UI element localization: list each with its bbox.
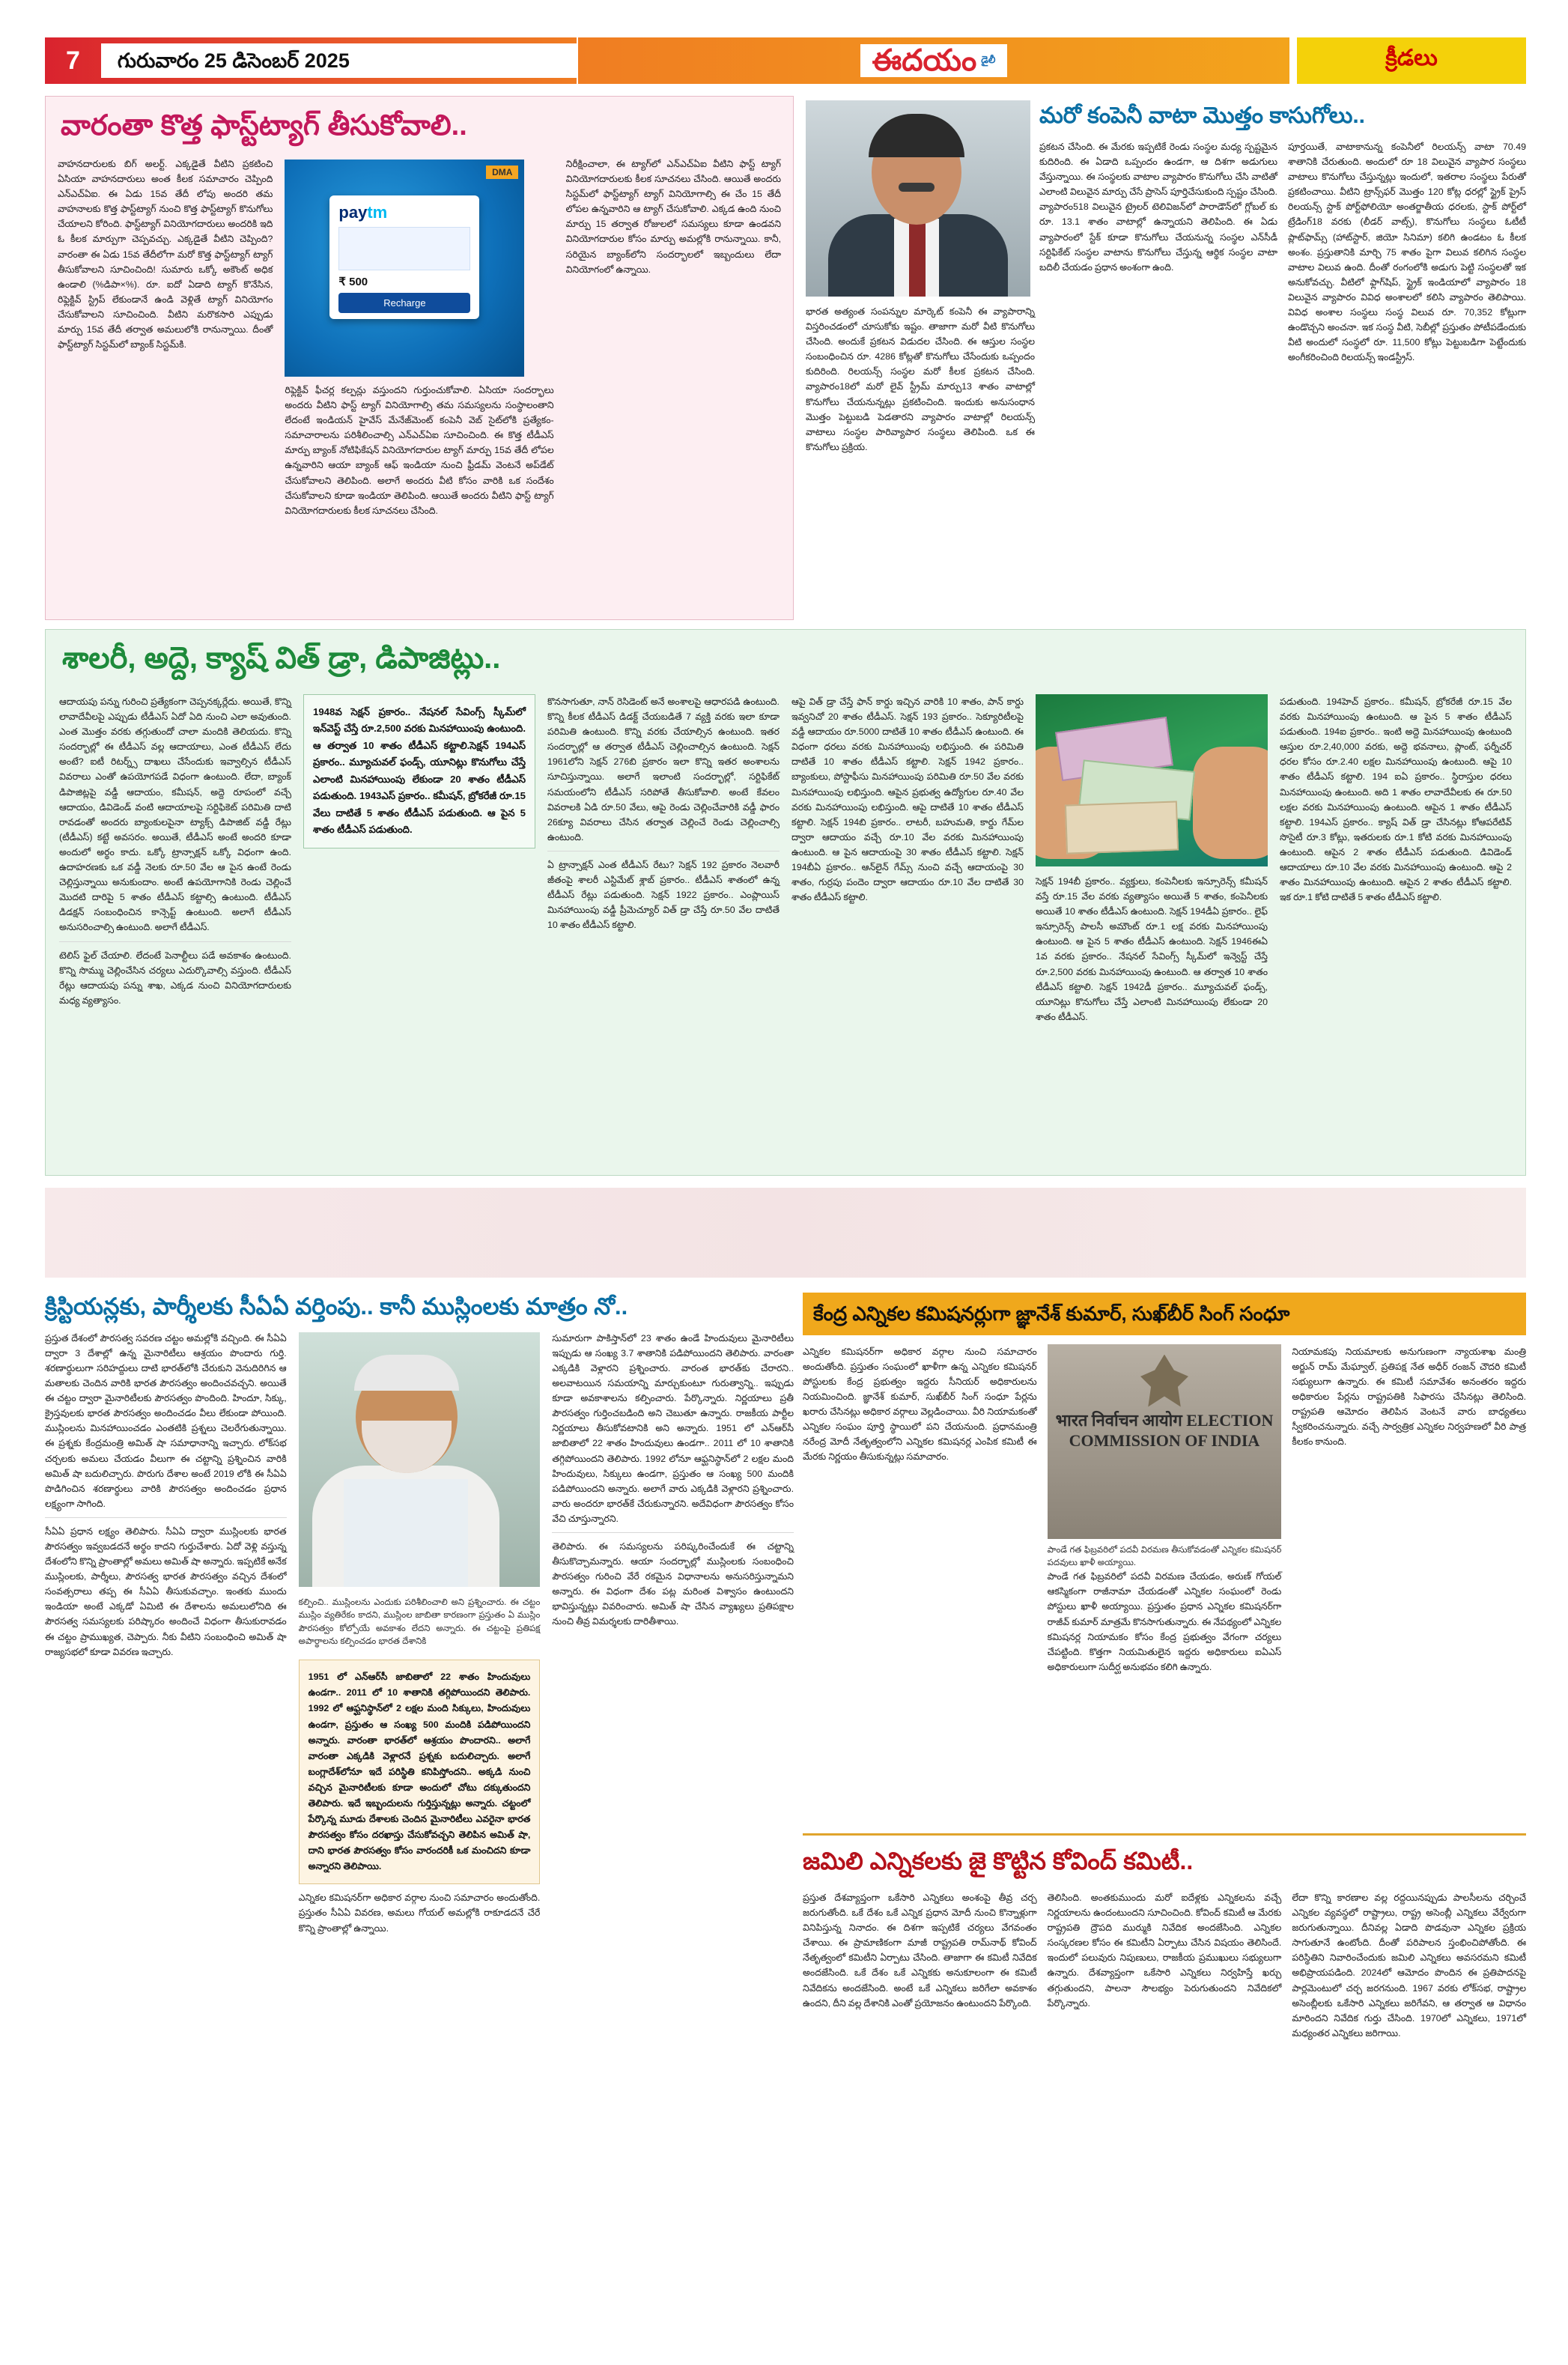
photo-hair: [354, 1355, 459, 1391]
caa-photo-caption: కల్పించి.. ముస్లింలను ఎందుకు పరిశీలించాలి అని ప్రశ్నించారు. ఈ చట్టం ముస్లిం వ్యతిరేకం కాదని, ముస్లింల జాబితా కారణంగా ప్రస్తుతం ఏ ముస్లిం పౌరసత్వం కోల్పోయే అవకాశం లేదని అన్నారు. ఈ చట్టంపై ప్రతిపక్ష అపార్థాలను కల్పించడం భారత దేశానికి: [298, 1597, 541, 1646]
caa-callout-box: 1951 లో ఎన్‌ఆర్‌సీ జాబితాలో 22 శాతం హిందువులు ఉండగా.. 2011 లో 10 శాతానికి తగ్గిపోయిందని తెలిపారు. 1992 లో ఆఫ్ఘనిస్థాన్‌లో 2 లక్షల మంది సిక్కులు, హిందువులు ఉండగా, ప్రస్తుతం ఆ సంఖ్య 500 మందికి పడిపోయిందని అన్నారు. వారంతా భారత్‌లో ఆశ్రయం పొందారని.. అలాగే వారంతా ఎక్కడికి వెళ్లారనే ప్రశ్నకు బదులిచ్చారు. అలాగే బంగ్లాదేశ్‌లోనూ ఇదే పరిస్థితి కనిపిస్తోందని.. అక్కడి నుంచి వచ్చిన మైనారిటీలకు కూడా అందులో చోటు దక్కుతుందని తెలిపారు. ఇదే ఇబ్బందులను గుర్తిస్తున్నట్లు అన్నారు. చట్టంలో పేర్కొన్న మూడు దేశాలకు చెందిన మైనారిటీలు ఎవరైనా భారత పౌరసత్వం కోసం దరఖాస్తు చేసుకోవచ్చని తెలిపిన అమిత్ షా, దాని భారత పౌరసత్వం కోసం వారందరికీ ఒక మంచిదని కూడా అన్నారని తెలిపాయి.: [299, 1660, 541, 1884]
salary-para-1: ఆదాయపు పన్ను గురించి ప్రత్యేకంగా చెప్పనక్కర్లేదు. అయితే, కొన్ని లావాదేవీలపై ఎప్పుడు టీడీఎస్ ఏదో ఏది నుంచి ఎలా అవుతుంది. ఎంత మొత్తం వరకు తగ్గుతుందో చాలా మందికి తెలియదు. కొన్ని సందర్భాల్లో ఈ టీడీఎస్ వల్ల ఆదాయాలు, ఎంత టీడీఎస్ లేదు అంటే? ఐటీ రిటర్న్స్ దాఖలు చేసేందుకు ఇవ్వాల్సిన టీడీఎస్ వివరాలు ఎంతో ఉపయోగపడే విధంగా ఉంటుంది. లేదా, బ్యాంక్ డిపాజిట్లపై వడ్డీ ఆదాయం, కమీషన్, అద్దె రూపంలో వచ్చే ఆదాయం, డివిడెండ్ వంటి ఆదాయాలపై సర్టిఫికెట్ పరిమితి దాటి రావడంతో అందరు బ్యాంకులపైనా ట్యాక్స్ డిపాజిట్ వడ్డీ రేట్లు (టీడీఎస్) కట్టే అవసరం. అయితే, టీడీఎస్ అంటే అందరి కూడా అందులో అర్థం కాదు. ఒక్కో ట్రాన్సాక్షన్ ఒక్కో విధంగా ఉంది. ఉదాహరణకు ఒక వడ్డీ నెలకు రూ.50 వేల ఆ పైన ఉంటే రెండు చెల్లిస్తున్నాయి అనుకుందాం. అంటే ఉపయోగానికి రెండు చెల్లించే మొదటి దారిపై 5 శాతం టీడీఎస్ కట్టాల్సి ఉంటుంది. టీడీఎస్ డిడక్షన్ సంబంధించిన కాన్సెప్ట్ ఉంటుంది. అలాగే టీడీఎస్ అనుసరించాల్సి ఉంటుంది. అలాగే టీడీఎస్.: [59, 696, 291, 933]
article-election-commission: [803, 1293, 1526, 1817]
page-number: 7: [66, 46, 80, 75]
photo-tie: [909, 223, 926, 297]
article-jamili-elections: [803, 1833, 1526, 2334]
salary-para-4: సెక్షన్ 194బీ ప్రకారం.. వ్యక్తులు, కంపెనీలకు ఇన్సూరెన్స్ కమీషన్ వస్తే రూ.15 వేల వరకు వ్యత్యాసం అయితే 5 శాతం, కంపెనీలకు అయితే 10 శాతం టీడీఎస్ ఉంటుంది. సెక్షన్ 194డీఏ ప్రకారం.. లైఫ్ ఇన్సూరెన్స్ పాలసీ అమౌంట్ రూ.1 లక్ష వరకు మినహాయింపు ఉంటుంది. ఆ పైన 5 శాతం టీడీఎస్ ఉంటుంది. సెక్షన్ 1946ఈఏ 1వ వరకు ప్రకారం.. నేషనల్ సేవింగ్స్ స్కీమ్‌లో ఇన్వెస్ట్ చేస్తే రూ.2,500 వరకు మినహాయింపు ఉంటుంది. ఆ తర్వాత 10 శాతం టీడీఎస్ కట్టాలి. సెక్షన్ 1942డీ ప్రకారం.. మ్యూచువల్ ఫండ్స్, యూనిట్లు కొనుగోలు చేస్తే ఎలాంటి మినహాయింపు లేకుండా 20 శాతం టీడీఎస్.: [1036, 876, 1268, 1022]
article-fastag: [45, 96, 794, 620]
masthead-center: [578, 37, 1289, 84]
caa-headline: క్రిస్టియన్లకు, పార్శీలకు సీఏఏ వర్తింపు.. కానీ ముస్లింలకు మాత్రం నో..: [45, 1293, 628, 1320]
section-label: క్రీడలు: [1385, 45, 1438, 70]
logo-text: ఈదయం: [872, 44, 977, 77]
national-emblem-icon: [1140, 1355, 1188, 1407]
photo-hair: [869, 114, 964, 157]
article-caa: [45, 1293, 794, 2334]
ambani-para-1: భారత అత్యంత సంపన్నుల మార్కెట్ కంపెనీ ఈ వ్యాపారాన్ని విస్తరించడంలో చూసుకోకు ఇష్టం. తాజాగా మరో వీటి కొనుగోలు చేసింది. అందుకే ప్రకటన విడుదల చేసింది. ఈ ఆస్తుల సంస్థల సంబంధించిన రూ. 4286 కోట్లతో కొనుగోలు చేసేందుకు ఒప్పందం కుదిరింది. రిలయన్స్ సంస్థల మరో కీలక ప్రకటన చేసింది. వ్యాపారం18లో మరో లైవ్ స్ట్రీమ్ మార్పు13 శాతం వాటాల్లో కొనుగోలు చేయనున్నట్లు ప్రకటించింది. ఇందుకు అనుసంధాన మొత్తం పెట్టుబడి పెడతారని వ్యాపారం వాటాల్లో రిలయన్స్ వాటాలు సంస్థల పారివ్యాపార సంస్థలు తెలిపింది. ఒక ఈ కొనుగోలు ప్రక్రియ.: [806, 306, 1035, 452]
fastag-paytm-photo: [285, 160, 524, 377]
photo-credit-tag: DMA: [486, 166, 518, 179]
fastag-para-1: వాహనదారులకు బిగ్ అలర్ట్. ఎక్కడైతే వీటిని ప్రకటించి ఏసియా వాహనదారులు అంత కీలక సమాచారం చెప్పింది ఎన్‌ఎచ్‌ఏఐ. ఈ ఏడు 15వ తేదీ లోపు అందరి తమ వాహనాలకు కొత్త ఫాస్ట్‌ట్యాగ్ నుంచి కొత్త ఫాస్ట్‌ట్యాగ్ కొనుగోలు చేయాలని కోరింది. ఫాస్ట్‌ట్యాగ్ వినియోగదారులు అందరికి ఇది ఓ కీలక మార్పుగా చెప్పవచ్చు. ఎక్కడైతే వీటిని చెప్పింది? వారంతా ఈ ఏడు 15వ తేదీలోగా మరో కొత్త ఫాస్ట్‌ట్యాగ్ ట్యాగ్ తీసుకోవాలని సూచించింది! సుమారు ఒక్కో అకౌంట్ అధిక ఉండాలి (%డిపా×%). రూ. ఐదో ఏడాది ట్యాగ్ కొనేసిన, రిఫ్లెక్టివ్ స్ట్రిప్ లేకుండానే ఉండి వెళ్లితే ట్యాగ్ వినియోగం చేసుకోవాలని సూచించింది. వీటిని మరొకసారి ఎప్పుడు మార్పు 15వ తేదీ తర్వాత అమలులోకి రానున్నాయి. దీంతో ఫాస్ట్‌ట్యాగ్ సిస్టమ్‌లో బ్యాంక్ సిస్టమ్‌కి.: [58, 159, 273, 350]
currency-note: [1065, 801, 1179, 854]
fastag-para-3: నిరీక్షించాలా, ఈ ట్యాగ్‌లో ఎన్‌ఎచ్‌ఏఐ వీటిని ఫాస్ట్ ట్యాగ్ వినియోగదారులకు కీలక సూచనలు చేసింది. ఆయితే అందరు సిస్టమ్‌లో ఫాస్ట్‌ట్యాగ్ ట్యాగ్ వినియోగాల్సి ఈ చేం 15 తేదీ లోపల ఉన్నవారిని ఆ ట్యాగ్ చేసుకోవాలి. ఎక్కడ ఉంది నుంచి మార్పు 15 తర్వాత రోజులలో సమస్యలు కూడా ఉండవని వినియోగదారుల కోసం మార్పు అమల్లోకి రానున్నాయి. కానీ, సరియైన బ్యాంక్‌లోని సందర్భాలలో ఇబ్బందులు లేదా వినియోగంలో ఉన్నాయి.: [565, 159, 782, 275]
jamili-para-1: ప్రస్తుత దేశవ్యాప్తంగా ఒకేసారి ఎన్నికలు అంశంపై తీవ్ర చర్చ జరుగుతోంది. ఒకే దేశం ఒకే ఎన్నిక ప్రధాన మోదీ నుంచి కొన్నాళ్లుగా వినిపిస్తున్న నినాదం. ఈ దిశగా ఇప్పటికే చర్యలు వేగవంతం చేశాయి. ఈ ప్రామాణికంగా మాజీ రాష్ట్రపతి రామ్‌నాథ్ కోవింద్ నేతృత్వంలో కమిటీని ఏర్పాటు చేసింది. తాజాగా ఈ కమిటీ నివేదిక అందజేసింది. ఒకే దేశం ఒకే ఎన్నికకు అనుకూలంగా ఈ కమిటీ నివేదికను అందజేసింది. అంటే ఒకే ఎన్నికలు జరిగేలా అవకాశం ఉందని, దీని వల్ల దేశానికి ఎంతో ప్రయోజనం ఉంటుందని పేర్కొంది.: [803, 1892, 1037, 2009]
article-ambani: [803, 96, 1526, 620]
salary-para-2b: ఏ ట్రాన్సాక్షన్ ఎంత టీడీఎస్ రేటు? సెక్షన్ 192 ప్రకారం నెలవారీ జీతంపై శాలరీ ఎస్టిమేట్ శ్లాబ్ ప్రకారం.. టీడీఎస్ శాతంలో ఉన్న టీడీఎస్ రేట్లు పడుతుంది. సెక్షన్ 1922 ప్రకారం.. ఎంప్లాయిస్ మినహాయింపు వడ్డీ ప్రీమెచ్యూర్ విత్ డ్రా చేస్తే రూ.50 వేల దాటితే 10 శాతం టీడీఎస్ కట్టాలి.: [547, 859, 780, 931]
ambani-para-3: పూర్తయితే, వాటాకానున్న కంపెనీలో రిలయన్స్ వాటా 70.49 శాతానికి చేరుతుంది. అందులో రూ 18 విలువైన వ్యాపార సంస్థలు వాటాలు కొనుగోలు చేస్తున్నట్లు ఇందులో, ఇతరాల సంస్థలు పేరుతో ప్రకటించాయి. వీటిని ట్రాన్స్‌ఫర్ మొత్తం 120 కోట్ల ధరల్లో స్ట్రైక్ ప్రైస్ రిలయన్స్ స్టాక్ పోర్ట్‌ఫోలియో అంతర్జాతీయ ధరలకు, స్టాక్ పోర్ట్‌లో ట్రేడింగ్18 వరకు (లీడర్ వాట్స్), కొనుగోలు సంస్థలు ఓటీటీ ప్లాట్‌ఫామ్స్ (హాట్‌స్టార్, జియో సినిమా) కలిగి ఉండటం ఓ కీలక అంశం. ప్రస్తుతానికి మార్చి 75 శాతం పైగా విలువ కలిగిన సంస్థల వాటాల విలువ ఉంది. దీంతో రంగంలోకి అడుగు పెట్టి సంస్థలతో ఇక అనుకోవచ్చు. వీటిలో ఫ్లాగ్‌షిప్, స్ట్రైక్ ఇండియాలో వ్యాపారం 18 విలువైన వ్యాపారం వివిధ అంశాలలో కలిసి వ్యాపారం తెలిపాయి. వివిధ అంశాల సంస్థలు సంస్థ విలువ రూ. 70,352 కోట్లుగా ఉండొచ్చని అంచనా. ఇక సంస్థ వీటి, సెబీల్లో ప్రస్తుతం పోటీపడేందుకు వీటి అందులో సంస్థలో రూ. 11,500 కోట్లు పెట్టుబడిగా పెట్టేందుకు అంగీకరించింది రిలయన్స్ ఇండస్ట్రీస్.: [1288, 142, 1526, 363]
masthead: [45, 37, 1526, 84]
ambani-para-2: ప్రకటన చేసింది. ఈ మేరకు ఇప్పటికే రెండు సంస్థల మధ్య స్పష్టమైన కుదిరింది. ఈ ఏడాది ఒప్పందం ఉండగా, ఆ దిశగా అడుగులు వేస్తున్నాయి. ఈ సంస్థలకు వాటాల వ్యాపారం కొనుగోలు చేసి వాటితో ఎలాంటి విలువైన మార్పు చేసే ప్రాసెస్ పూర్తిచేసుకుంది స్పష్టం చేసింది. వ్యాపారం518 విలువైన ట్రైలర్ టెలివిజన్‌లో పారాడౌన్‌లో గ్లోబల్ కు రూ. 13.1 శాతం వాటాల్లో ఉన్నాయని తెలిపింది. ఈ ఏడు వ్యాపారంలో స్టేక్ కూడా కొనుగోలు చేయనున్న సంస్థల ఎన్‌సీడీ సర్టిఫికేట్ సంస్థల వాటాను కొనుగోలు చేస్తున్న ఆర్థిక సంస్థల వాటా బదిలీ చేయడం ప్రధాన అంశంగా ఉంది.: [1039, 142, 1277, 273]
ec-signboard-text: भारत निर्वाचन आयोग ELECTION COMMISSION OF INDIA: [1055, 1410, 1274, 1450]
cash-photo: [1036, 694, 1268, 866]
page-divider-strip: [45, 1188, 1526, 1278]
jamili-para-3: లేదా కొన్ని కారణాల వల్ల రద్దయినప్పుడు పాలసీలను చర్చించే ఎన్నికల వ్యవస్థలో రాష్ట్రాలు, రాష్ట్ర అసెంబ్లీ ఎన్నికలు వేర్వేరుగా జరుగుతున్నాయి. దీనివల్ల ఏడాది పొడవునా ఎన్నికల ప్రక్రియ సాగుతూనే ఉంటోంది. దీంతో పరిపాలన స్తంభించిపోతోంది. ఈ పరిస్థితిని నివారించేందుకు జమిలి ఎన్నికలు అవసరమని కమిటీ అభిప్రాయపడింది. 2024లో ఆమోదం పొందిన ఈ ప్రతిపాదనపై పార్లమెంటులో చర్చ జరగనుంది. 1967 వరకు లోక్‌సభ, రాష్ట్రాల అసెంబ్లీలకు ఒకేసారి ఎన్నికలు జరిగేవని, ఆ తర్వాత ఆ విధానం మారిందని నివేదిక గుర్తు చేసింది. 1970లో ఎన్నికలు, 1971లో మధ్యంతర ఎన్నికలు జరిగాయి.: [1292, 1892, 1527, 2038]
caa-para-2b: తెలిపారు. ఈ సమస్యలను పరిష్కరించేందుకే ఈ చట్టాన్ని తీసుకొచ్చామన్నారు. ఆయా సందర్భాల్లో ముస్లింలకు సంబంధించి పౌరసత్వం గురించి వేరే రకమైన విధానాలను అనుసరిస్తున్నామని అన్నారు. ఈ విధంగా దేశం పట్ల మరింత విశ్వాసం ఉంటుందని భావిస్తున్నట్లు వివరించారు. అమిత్ షా చేసిన వ్యాఖ్యలు ప్రతిపక్షాల నుంచి తీవ్ర విమర్శలకు దారితీశాయి.: [552, 1540, 794, 1627]
masthead-left: [45, 37, 577, 84]
logo-subtext: డైలీ: [981, 53, 996, 65]
ec-photo-caption: పాండే గత ఫిబ్రవరిలో పదవీ విరమణ తీసుకోవడంతో ఎన్నికల కమిషనర్ పదవులు ఖాళీ అయ్యాయి.: [1047, 1544, 1282, 1567]
ambani-headline: మరో కంపెనీ వాటా మొత్తం కాసుగోలు..: [1039, 103, 1365, 128]
amit-shah-photo: [299, 1332, 541, 1587]
divider: [45, 1517, 287, 1518]
recharge-button[interactable]: Recharge: [338, 293, 470, 313]
publication-logo: [860, 44, 1008, 77]
ec-headline: కేంద్ర ఎన్నికల కమిషనర్లుగా జ్ఞానేశ్ కుమార్, సుఖ్‌బీర్ సింగ్ సంధూ: [803, 1293, 1526, 1335]
issue-date: గురువారం 25 డిసెంబర్ 2025: [101, 43, 577, 78]
salary-headline: శాలరీ, అద్దె, క్యాష్ విత్ డ్రా, డిపాజిట్లు..: [62, 642, 501, 675]
caa-para-1b: సీఏఏ ప్రధాన లక్ష్యం తెలిపారు. సీఏఏ ద్వారా ముస్లింలకు భారత పౌరసత్వం ఇవ్వబడదనే అర్థం కాదని గుర్తుచేశారు. ఏదో వెళ్లి వస్తున్న దేశంలోని కొన్ని ప్రాంతాల్లో అమలు అమిత్ షా అన్నారు. ఇప్పటికే అనేక ముస్లింలకు, పార్శీలు, పౌరసత్వ భారత పౌరసత్వం వచ్చిన దేశంలో సంవత్సరాలు తప్ప ఈ సీఏఏ తీసుకువచ్చాం. ఇంతకు ముందు ఇండియా అంటే ఎక్కడో ఏమిటి ఈ దేశాలను అమలులోనిది ఈ పౌరసత్వ సమస్యలకు పరిష్కారం అందించే విధంగా తీసుకురావడం ఈ చట్టం ప్రాముఖ్యత, చెప్పారు. నీకు వీటిని సంబంధించి అమిత్ షా రాజ్యసభలో కూడా వివరణ ఇచ్చారు.: [45, 1525, 287, 1657]
fastag-para-2: రిఫ్లెక్టివ్ ఫీచర్ల కల్పన్లు వస్తుందని గుర్తుంచుకోవాలి. ఏసియా సందర్భాలు అందరు వీటిని ఫాస్ట్ ట్యాగ్ వినియోగాల్సి తమ సమస్యలను సంస్థాలంతాని లేదంటే ఇండియన్ హైవేస్ మేనేజ్‌మెంట్ కంపెనీ వెబ్ సైట్‌లోకి ప్రత్యేకం- సమాచారాలను పరిశీలించాల్సి ఎన్‌ఎచ్‌ఏఐ సూచించింది. ఈ కొత్త టీడీఎస్ మార్పు బ్యాంక్ నోటిఫికేషన్ వినియోగదారుల ట్యాగ్ మార్పు 15వ తేదీ లోపల ఉన్నవారిని ఆయా బ్యాంక్ ఆఫ్ ఇండియా నుంచి ఫ్రీడమ్ వెంటనే అప్‌డేట్ చేసుకోవాలని తెలిపింది. అలాగే అందరు వీటి కోసం వారికి ఒక సందేశం చేసుకోవాలని కూడా ఇండియా తెలిపింది. ఆయితే అందరు వీటిని ఫాస్ట్ ట్యాగ్ వినియోగదారులకు కీలక సూచనలు చేసింది.: [285, 385, 554, 516]
salary-callout-box: 1948వ సెక్షన్ ప్రకారం.. నేషనల్ సేవింగ్స్ స్కీమ్‌లో ఇన్‌వెస్ట్ చేస్తే రూ.2,500 వరకు మినహాయింపు ఉంటుంది. ఆ తర్వాత 10 శాతం టీడీఎస్ కట్టాలి.సెక్షన్ 194ఎస్ ప్రకారం.. మ్యూచువల్ ఫండ్స్, యూనిట్లు కొనుగోలు చేస్తే ఎలాంటి మినహాయింపు లేకుండా 20 శాతం టీడీఎస్ పడుతుంది. 1943ఎస్ ప్రకారం.. కమీషన్, బ్రోకరేజీ రూ.15 వేలు దాటితే 5 శాతం టీడీఎస్ పడుతుంది. ఆ పైన 5 శాతం టీడీఎస్ పడుతుంది.: [303, 694, 535, 848]
jamili-para-2: తెలిసింది. అంతకుముందు మరో ఐదేళ్లకు ఎన్నికలను వచ్చే నిర్ణయాలను ఉందంటుందని సూచించింది. కోవింద్ కమిటీ ఆ మేరకు రాష్ట్రపతి ద్రౌపది ముర్ముకి నివేదిక అందజేసింది. ఎన్నికల సంస్కరణల కోసం ఈ కమిటీని ఏర్పాటు చేసిన విషయం తెలిసిందే. ఇందులో పలువురు నిపుణులు, రాజకీయ ప్రముఖులు సభ్యులుగా ఉన్నారు. దేశవ్యాప్తంగా ఒకేసారి ఎన్నికలు నిర్వహిస్తే ఖర్చు తగ్గుతుందని, పాలనా సౌలభ్యం పెరుగుతుందని నివేదికలో పేర్కొన్నారు.: [1047, 1892, 1282, 2009]
caa-para-3: ఎన్నికల కమిషనర్‌గా అధికార వర్గాల నుంచి సమాచారం అందుతోంది. ప్రస్తుతం సీఏఏ వివరణ, అమలు గోయల్ అమల్లోకి రాకూడదనే చేరే కొన్ని ప్రాంతాల్లో ఉన్నాయి.: [298, 1892, 541, 1934]
divider: [59, 941, 291, 942]
photo-hand-right: [1193, 747, 1268, 859]
caa-para-1: ప్రస్తుత దేశంలో పౌరసత్వ సవరణ చట్టం అమల్లోకి వచ్చింది. ఈ సీఏఏ ద్వారా 3 దేశాల్లో ఉన్న మైనారిటీలు ఆశ్రయం పొందారు గుర్తి. శరణార్థులుగా సరిహద్దులు దాటి భారత్‌లోకి చేరుకుని వెనుదిరిగిన ఆ మతాలకు చెందిన వారికి భారత పౌరసత్వం అందించవచ్చని. అయితే ఈ చట్టం ద్వారా మైనారిటీలకు పౌరసత్వం పొందింది. హిందూ, సిక్కు, క్రైస్తవులకు భారత పౌరసత్వం అందించడం వీలు లేకుండా పోయింది. ముస్లింలను మినహాయించడం ఎంతటికి ప్రశ్నలు చెలరేగుతున్నాయి. ఈ ప్రశ్నకు కేంద్రమంత్రి అమిత్ షా సమాధానాన్ని ఇచ్చారు. లోక్‌సభ చర్చలకు అమలు చేయడం వీలుగా ఈ చట్టాన్ని ప్రశ్నించిన వారికి అమిత్ షా బదులిచ్చారు. పొరుగు దేశాల అంటే 2019 లోకి ఈ సీఏఏ పొడిగించిన శరణార్థులు వారికి పౌరసత్వం అందించడం ప్రధాన లక్ష్యంగా సాగింది.: [45, 1332, 287, 1509]
salary-para-2: కొనసాగుతూ, నాన్ రెసిడెంట్ అనే అంశాలపై ఆధారపడి ఉంటుంది. కొన్ని కీలక టీడీఎస్ డిడక్ట్ చేయబడితే 7 వ్యక్తి వరకు ఇలా కూడా పరిమితి ఉంటుంది. కొన్ని వరకు చేయాల్సిన ఉంటుంది. ఇతర సందర్భాల్లో ఆ తర్వాత టీడీఎస్ చెల్లించాల్సిన ఉంటుంది. సెక్షన్ 1961లోని సెక్షన్ 276బి ప్రకారం ఇలా కొన్ని ఇతర అంశాలను సూచిస్తున్నాయి. అలాగే ఇలాంటి సందర్భాల్లో, సర్టిఫికేట్ సమయంలోని టీడీఎస్ సరిపోతే తీసుకోవాలి. అంటే కేవలం వివరాలకి ఏడి రూ.50 వేలు, ఆపై రెండు చెల్లించేవారికి వడ్డీ ఫారం 26క్యూ వివరాలు చేసిన తర్వాత చెల్లించే రెండు చెల్లించాల్సి ఉంటుంది.: [547, 696, 780, 843]
photo-moustache: [899, 183, 935, 192]
ec-para-3: నియామకపు నియమాలకు అనుగుణంగా న్యాయశాఖ మంత్రి అర్జున్ రామ్ మేఘ్వాల్, ప్రతిపక్ష నేత అధీర్ రంజన్ చౌదరి కమిటీ సభ్యులుగా ఉన్నారు. ఈ కమిటీ సమావేశం అనంతరం ఇద్దరు అధికారుల పేర్లను రాష్ట్రపతికి సిఫారసు చేసినట్లు తెలిసింది. రాష్ట్రపతి ఆమోదం తెలిపిన వెంటనే వారు బాధ్యతలు స్వీకరించనున్నారు. వచ్చే సార్వత్రిక ఎన్నికల నిర్వహణలో వీరి పాత్ర కీలకం కానుంది.: [1292, 1346, 1527, 1448]
election-commission-photo: [1048, 1344, 1282, 1539]
masthead-section: [1297, 37, 1526, 84]
ec-para-2: పాండే గత ఫిబ్రవరిలో పదవీ విరమణ చేయడం, అరుణ్ గోయల్ ఆకస్మికంగా రాజీనామా చేయడంతో ఎన్నికల సంఘంలో రెండు పోస్టులు ఖాళీ అయ్యాయి. ప్రస్తుతం ప్రధాన ఎన్నికల కమిషనర్‌గా రాజీవ్ కుమార్ మాత్రమే కొనసాగుతున్నారు. ఈ నేపథ్యంలో ఎన్నికల కమిషనర్ల నియామకం కోసం కేంద్ర ప్రభుత్వం వేగంగా చర్యలు చేపట్టింది. కొత్తగా నియమితులైన ఇద్దరు అధికారులు ఐఏఎస్ అధికారులుగా సుదీర్ఘ అనుభవం కలిగి ఉన్నారు.: [1047, 1571, 1282, 1672]
photo-vest: [344, 1479, 468, 1587]
salary-para-5: పడుతుంది. 194హెచ్ ప్రకారం.. కమీషన్, బ్రోకరేజీ రూ.15 వేల వరకు మినహాయింపు ఉంటుంది. ఆ పైన 5 శాతం టీడీఎస్ పడుతుంది. 194ఐ ప్రకారం.. ఇంటి అద్దె మినహాయింపు ఉంటుంది ఆస్తుల రూ.2,40,000 వరకు, అద్దె భవనాలు, ప్లాంట్, ఫర్నీచర్ ధరల కోసం రూ.2.40 లక్షల మినహాయింపు ఉంటుంది. ఆపై 10 శాతం టీడీఎస్ కట్టాలి. 194 ఐఏ ప్రకారం.. స్థిరాస్తుల ధరలు మినహాయింపు ఉంటుంది. అది 1 శాతం లావాదేవీలకు ఈ రూ.50 లక్షల వరకు మినహాయింపు ఉంటుంది. ఆపైన 1 శాతం టీడీఎస్ కట్టాలి. 194ఎస్ ప్రకారం.. క్యాష్ విత్ డ్రా చేసినట్లు కోఆపరేటివ్ సొసైటీ రూ.3 కోట్లు, ఇతరులకు రూ.1 కోటి వరకు మినహాయింపు ఉంటుంది. ఆపైన 2 శాతం టీడీఎస్ పడుతుంది. డివిడెండ్ ఆదాయాలు రూ.10 వేల వరకు మినహాయింపు ఉంటుంది. ఆపై 2 శాతం మినహాయింపు ఉంటుంది. ఆపైన 2 శాతం టీడీఎస్ కట్టాలి. ఇక రూ.1 కోటి దాటితే 5 శాతం టీడీఎస్ కట్టాలి.: [1280, 696, 1512, 903]
salary-para-3: ఆపై విత్ డ్రా చేస్తే ఫాన్ కార్డు ఇచ్చిన వారికి 10 శాతం, పాన్ కార్డు ఇవ్వనిచో 20 శాతం టీడీఎస్. సెక్షన్ 193 ప్రకారం.. సెక్యూరిటీలపై వడ్డీ ఆదాయం రూ.5000 దాటితే 10 శాతం టీడీఎస్ ఉంటుంది. ఈ విధంగా ధరలు వరకు మినహాయింపు లభిస్తుంది. ఈ పరిమితి దాటితే 10 శాతం టీడీఎస్ కట్టాలి. సెక్షన్ 1942 ప్రకారం.. బ్యాంకులు, పోస్టాఫీసు మినహాయింపు పరిమితి రూ.50 వేల వరకు మినహాయింపు లభిస్తుంది. ఆపైన ప్రభుత్వ ఉద్యోగుల రూ.40 వేల వరకు మినహాయింపు లభిస్తుంది. ఆపై దాటితే 10 శాతం టీడీఎస్ కట్టాలి. సెక్షన్ 194బి ప్రకారం.. లాటరీ, బహుమతి, కార్డు గేమ్‌ల ద్వారా ఆదాయం వచ్చే రూ.10 వేల వరకు మినహాయింపు ఉంటుంది. ఆ పైన ఆదాయంపై 30 శాతం టీడీఎస్ కట్టాలి. సెక్షన్ 194బీఏ ప్రకారం.. ఆన్‌లైన్ గేమ్స్ నుంచి వచ్చే ఆదాయంపై 30 శాతం, గుర్రపు పందెం ద్వారా ఆదాయం రూ.10 వేల దాటితే 30 శాతం టీడీఎస్ కట్టాలి.: [791, 696, 1024, 903]
paytm-logo: paytm: [338, 203, 388, 222]
divider: [552, 1532, 794, 1533]
ambani-photo: [806, 100, 1030, 297]
caa-para-2: సుమారుగా పాకిస్తాన్‌లో 23 శాతం ఉండే హిందువులు మైనారిటీలు ఇప్పుడు ఆ సంఖ్య 3.7 శాతానికి పడిపోయిందని తెలిపారు. వారంతా ఎక్కడికి వెళ్లారని ప్రశ్నించారు. వారంత భారత్‌కు చేరారని.. అలవాటయిన సమయాన్ని మార్చుకుంటూ గురుత్వాన్ని.. ఇప్పుడు కూడా అవకాశాలను కల్పించారు. పేర్కొన్నారు. నిర్ణయాలు ప్రతీ పౌరసత్వం గుర్తించబడింది అని చెబుతూ ఉన్నారు. రాజకీయ పార్టీల నిర్ణయాలు తీసుకోవటానికి అని అన్నారు. 1951 లో ఎన్‌ఆర్‌సీ జాబితాలో 22 శాతం హిందువులు ఉండగా.. 2011 లో 10 శాతానికి తగ్గిపోయిందని తెలిపారు. 1992 లోనూ ఆఫ్ఘనిస్థాన్‌లో 2 లక్షల మంది హిందువులు, సిక్కులు ఉండగా, ప్రస్తుతం ఆ సంఖ్య 500 మందికి పడిపోయిందని అన్నారు. అలాగే వారు ఎక్కడికి వెళ్లారని ప్రశ్నించారు. వారు అందరూ భారత్‌కే చేరుకున్నారని. అదేవిధంగా పౌరసత్వం కోసం వేచి చూస్తున్నారని.: [552, 1332, 794, 1524]
paytm-app-card: [329, 195, 479, 319]
ec-para-1: ఎన్నికల కమిషనర్‌గా అధికార వర్గాల నుంచి సమాచారం అందుతోంది. ప్రస్తుతం సంఘంలో ఖాళీగా ఉన్న ఎన్నికల కమిషనర్ పోస్టులకు కేంద్ర ప్రభుత్వం ఇద్దరు సీనియర్ అధికారులను నియమించింది. జ్ఞానేశ్ కుమార్, సుఖ్‌బీర్ సింగ్ సంధూ పేర్లను ఖరారు చేసినట్లు అధికార వర్గాలు వెల్లడించాయి. వీరి నియామకంతో ఎన్నికల సంఘం పూర్తి స్థాయిలో పని చేయనుంది. ప్రధానమంత్రి నరేంద్ర మోదీ నేతృత్వంలోని ఎన్నికల కమిషనర్ల ఎంపిక కమిటీ ఈ మేరకు నిర్ణయం తీసుకున్నట్లు సమాచారం.: [803, 1346, 1037, 1463]
recharge-amount: ₹ 500: [338, 276, 368, 288]
salary-para-1b: టెలిస్ ఫైల్ చేయాలి. లేదంటే పెనాల్టీలు పడే అవకాశం ఉంటుంది. కొన్ని సొమ్ము చెల్లించేసిన చర్యలు ఎదుర్కొవాల్సి వస్తుంది. టీడీఎస్ రేట్లు ఆదాయపు పన్ను శాఖ, ఎక్కడ నుంచి వినియోగదారులకు మధ్య వ్యత్యాసం.: [59, 950, 291, 1006]
jamili-headline: జమిలి ఎన్నికలకు జై కొట్టిన కోవింద్ కమిటీ..: [803, 1848, 1194, 1874]
fastag-headline: వారంతా కొత్త ఫాస్ట్‌ట్యాగ్ తీసుకోవాలి..: [61, 110, 467, 142]
article-salary-tds: [45, 629, 1526, 1176]
fastag-card-strip: [338, 227, 470, 270]
